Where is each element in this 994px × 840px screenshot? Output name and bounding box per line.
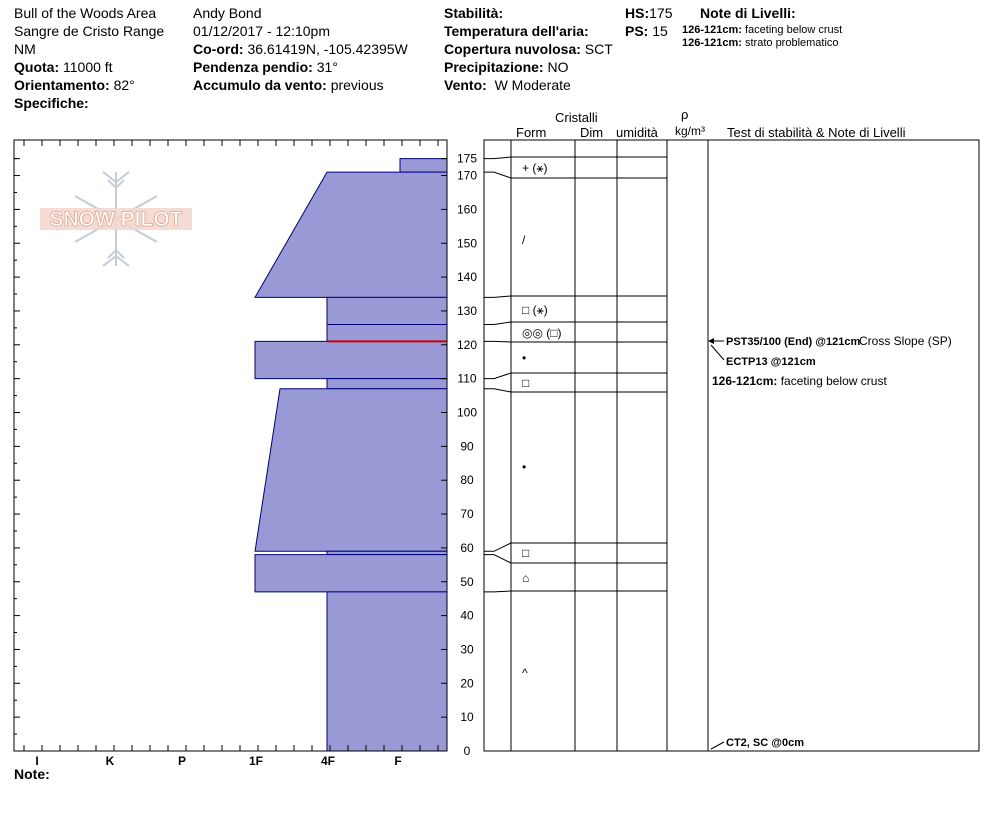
specifics-label: Specifiche:: [14, 95, 89, 111]
depth-label: 90: [460, 439, 474, 454]
crystal-table-frame: [484, 140, 979, 751]
grain-form-symbols: [522, 161, 562, 680]
dim-header: Dim: [580, 125, 604, 140]
depth-label: 70: [460, 507, 474, 522]
elevation-value: 11000 ft: [63, 59, 113, 75]
depth-label: 170: [456, 168, 478, 183]
wind-label: Vento:: [444, 77, 487, 93]
depth-label: 10: [460, 710, 474, 725]
depth-label: 60: [460, 540, 474, 555]
layer-note-1-range: 126-121cm:: [682, 24, 742, 36]
hardness-label-F: F: [394, 754, 402, 768]
test-1-arrow-head: [708, 338, 714, 344]
crystals-header: Cristalli: [555, 110, 598, 125]
snowpilot-watermark: [40, 172, 192, 266]
row-connector: [484, 591, 511, 592]
precip-label: Precipitazione:: [444, 59, 544, 75]
site-range: Sangre de Cristo Range: [14, 23, 165, 39]
hardness-label-1F: 1F: [248, 754, 264, 768]
slope-label: Pendenza pendio:: [193, 59, 313, 75]
hardness-layer-3: [327, 324, 447, 341]
ps-label: PS:: [625, 23, 649, 39]
depth-label: 100: [456, 405, 478, 420]
depth-label: 20: [460, 676, 474, 691]
moisture-header: umidità: [616, 125, 658, 140]
hardness-layer-8: [255, 555, 447, 592]
test-2-label: ECTP13 @121cm: [726, 356, 816, 368]
grain-form-3: ◎◎ (□): [522, 326, 562, 340]
observer-name: Andy Bond: [193, 5, 262, 21]
test-2-arrow: [711, 345, 724, 360]
row-connector: [484, 296, 511, 297]
wind-loading-value: previous: [330, 77, 384, 93]
depth-label: 150: [456, 236, 478, 251]
hardness-label-I: I: [35, 754, 39, 768]
depth-label: 130: [456, 303, 478, 318]
row-connector: [484, 555, 511, 563]
grain-form-8: ⌂: [522, 571, 530, 585]
aspect-value: 82°: [113, 77, 135, 93]
hardness-layer-4: [255, 341, 447, 378]
site-state: NM: [14, 41, 36, 57]
layer-note-1-text: faceting below crust: [745, 24, 843, 36]
cloud-label: Copertura nuvolosa:: [444, 41, 581, 57]
grain-form-2: □ (⚹): [522, 303, 548, 317]
hardness-layers: [255, 159, 447, 751]
aspect-label: Orientamento:: [14, 77, 110, 93]
site-location: Bull of the Woods Area: [14, 5, 157, 21]
hardness-layer-7: [327, 551, 447, 554]
coord-value: 36.61419N, -105.42395W: [247, 41, 408, 57]
test-1-label: PST35/100 (End) @121cm: [726, 336, 861, 348]
test-note-text: faceting below crust: [780, 374, 887, 388]
row-connector: [484, 322, 511, 324]
depth-label: 120: [456, 337, 478, 352]
depth-label: 50: [460, 574, 474, 589]
grain-form-5: □: [522, 376, 530, 390]
hardness-label-4F: 4F: [320, 754, 336, 768]
slope-value: 31°: [316, 59, 338, 75]
grain-form-0: + (⚹): [522, 161, 548, 175]
hardness-layer-1: [255, 172, 447, 297]
observation-datetime: 01/12/2017 - 12:10pm: [193, 23, 330, 39]
depth-label: 80: [460, 473, 474, 488]
depth-label: 140: [456, 270, 478, 285]
tests-header: Test di stabilità & Note di Livelli: [727, 125, 906, 140]
air-temp-label: Temperatura dell'aria:: [444, 23, 589, 39]
grain-form-1: /: [522, 233, 526, 247]
density-unit-header: kg/m³: [675, 124, 705, 138]
hardness-layer-0: [400, 159, 447, 173]
stability-label: Stabilità:: [444, 5, 504, 21]
hardness-layer-2: [327, 297, 447, 324]
test-3-label: CT2, SC @0cm: [726, 737, 804, 749]
wind-loading-label: Accumulo da vento:: [193, 77, 327, 93]
grain-form-9: ^: [522, 666, 528, 680]
coord-label: Co-ord:: [193, 41, 244, 57]
stability-tests: [708, 334, 952, 749]
watermark-text: SNOW PILOT: [49, 208, 183, 231]
hardness-label-P: P: [177, 754, 187, 768]
elevation-label: Quota:: [14, 59, 60, 75]
grain-form-7: □: [522, 546, 530, 560]
test-3-arrow: [711, 742, 724, 749]
cloud-value: SCT: [584, 41, 613, 57]
hardness-layer-9: [327, 592, 447, 751]
wind-value: W Moderate: [494, 77, 571, 93]
grain-form-4: •: [522, 351, 527, 365]
depth-label: 175: [456, 151, 478, 166]
layer-note-2-range: 126-121cm:: [682, 37, 742, 49]
depth-label: 110: [457, 371, 477, 386]
row-connector: [484, 543, 511, 551]
note-label: Note:: [14, 766, 50, 782]
hardness-layer-6: [255, 389, 447, 551]
rho-header: ρ: [681, 107, 689, 122]
row-connector: [484, 373, 511, 379]
precip-value: NO: [547, 59, 569, 75]
row-connector: [484, 389, 511, 392]
row-connector: [484, 172, 511, 178]
depth-label: 160: [456, 202, 478, 217]
hs-value: 175: [649, 5, 673, 21]
grain-form-6: •: [522, 460, 527, 474]
depth-label: 0: [463, 744, 471, 758]
depth-label: 30: [460, 642, 474, 657]
form-header: Form: [516, 125, 547, 140]
ps-value: 15: [652, 23, 668, 39]
hardness-axis-labels: [35, 754, 401, 768]
row-connector: [484, 157, 511, 159]
hardness-layer-5: [327, 379, 447, 389]
depth-label: 40: [460, 608, 474, 623]
layer-note-2-text: strato problematico: [745, 37, 839, 49]
test-1-extra: Cross Slope (SP): [859, 334, 952, 348]
test-note: [712, 374, 887, 388]
hardness-label-K: K: [105, 754, 115, 768]
hs-label: HS:: [625, 5, 650, 21]
row-connector: [484, 341, 511, 342]
layer-notes-title: Note di Livelli:: [700, 5, 796, 21]
test-note-range: 126-121cm:: [712, 374, 781, 388]
